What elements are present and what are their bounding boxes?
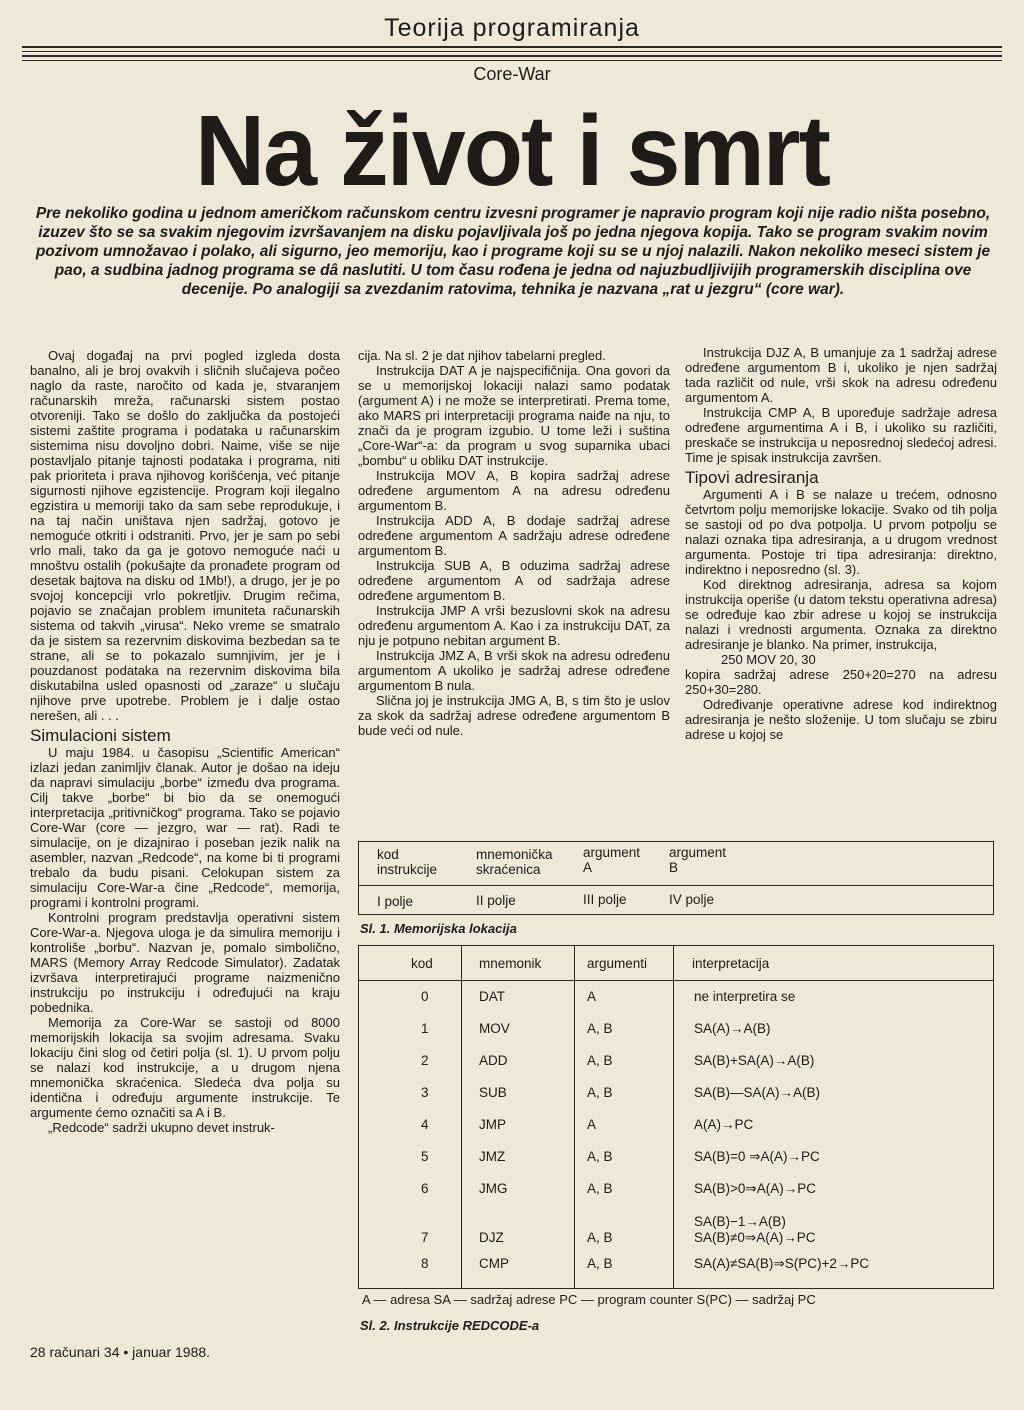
- paragraph: Memorija za Core-War se sastoji od 8000 memorijskih lokacija sa svojim adresama. Svaku lokaciju čini slog od četiri polja (sl. 1). U prvom polju se nalazi kod instrukcije, a u drugom njena mnemonička skraćenica. Sledeća dva polja su identična i određuju argumente instrukcije. Te argumente ćemo označiti sa A i B.: [30, 1015, 340, 1120]
- field-label: III polje: [583, 892, 627, 907]
- page-footer: 28 računari 34 • januar 1988.: [30, 1344, 211, 1360]
- mnemonic-cell: ADD: [479, 1053, 508, 1068]
- paragraph: Instrukcija CMP A, B upoređuje sadržaje adresa određene argumentima A i B, i ukoliko su različiti, preskače se instrukcija u neposrednoj sledećoj adresi. Time je spisak instrukcija završen.: [685, 405, 997, 465]
- table-divider: [461, 946, 462, 1288]
- interpretation-cell: SA(B)−1→A(B): [694, 1214, 786, 1229]
- field-header: [377, 847, 437, 877]
- memory-location-figure: [358, 841, 994, 915]
- mnemonic-cell: JMP: [479, 1117, 506, 1132]
- text-column-1: [30, 348, 340, 1135]
- interpretation-cell: SA(B)+SA(A)→A(B): [694, 1053, 815, 1068]
- paragraph: „Redcode“ sadrži ukupno devet instruk-: [48, 1120, 275, 1135]
- paragraph: Instrukcija MOV A, B kopira sadržaj adrese određene argumentom A na adresu određenu argumentom B.: [358, 468, 670, 513]
- interpretation-cell: A(A)→PC: [694, 1117, 754, 1132]
- mnemonic-cell: SUB: [479, 1085, 507, 1100]
- field-header-text: kod: [377, 847, 399, 862]
- interpretation-cell: SA(B)—SA(A)→A(B): [694, 1085, 821, 1100]
- argument-cell: A, B: [587, 1053, 613, 1068]
- field-label: II polje: [476, 893, 516, 908]
- paragraph: Ovaj događaj na prvi pogled izgleda dosta banalno, ali je broj ovakvih i sličnih slučajeva počeo naglo da raste, naročito od kada je, stvaranjem računarskih mreža, računarski sistem postao otvoreniji. Tako se došlo do zaključka da postojeći sistemi zaštite programa i podataka u računarskim sistemima nisu dovoljno dobri. Naime, više se nije postavljalo pitanje tajnosti podataka i programa, niti pak prioriteta i prava njihovog korišćenja, već pitanje sigurnosti njihove egzistencije. Program koji ilegalno egzistira u memoriji tako da sam sebe reprodukuje, i na taj način uništava njen sadržaj, gotovo je nemoguće otkriti i odstraniti. Prvo, jer je sam po sebi vrlo mali, tako da ga je gotovo nemoguće naći u mnoštvu ostalih (pokušajte da pronađete program od desetak bajtova na disku od 1Mb!), a drugo, jer je po svojoj koncepciji vrlo pokretljiv. Drugim rečima, pojavio se značajan problem imuniteta računarskih sistema od takvih „virusa“. Neko vreme se smatralo da je sistem sa rezervnim diskovima bezbedan sa te strane, ali se to pokazalo sumnjivim, jer je i pouzdanost podataka na rezervnim diskovima bila diskutabilna usled opasnosti od „zaraze“ u slučaju njihove prve upotrebe. Problem je i dalje ostao nerešen, ali . . .: [30, 348, 340, 723]
- field-header: [583, 845, 640, 875]
- code-example: 250 MOV 20, 30: [721, 652, 816, 667]
- section-heading: Teorija programiranja: [384, 14, 640, 42]
- field-header-text: instrukcije: [377, 862, 438, 877]
- kod-cell: 3: [421, 1085, 429, 1100]
- interpretation-cell: SA(B)≠0⇒A(A)→PC: [694, 1230, 816, 1245]
- subheading: Tipovi adresiranja: [685, 468, 819, 487]
- paragraph: Argumenti A i B se nalaze u trećem, odnosno četvrtom polju memorijske lokacije. Svako od tih polja se sastoji od po dva potpolja. U prvom potpolju se nalazi oznaka tipa adresiranja, a u drugom vrednost argumenta. Postoje tri tipa adresiranja: direktno, indirektno i neposredno (sl. 3).: [685, 487, 997, 577]
- mnemonic-cell: JMG: [479, 1181, 508, 1196]
- subheading: Simulacioni sistem: [30, 726, 171, 745]
- figure-divider: [359, 885, 993, 886]
- article-lead: Pre nekoliko godina u jednom američkom računskom centru izvesni programer je napravio program koji nije radio ništa posebno, izuzev što se sa svakim njegovim izvršavanjem na disku pojavljivala još po jedna njegova kopija. Tako se program svakim novim pozivom umnožavao i polako, ali sigurno, jeo memoriju, kao i programe koji su se u njoj nalazili. Nakon nekoliko meseci sistem je pao, a sudbina jadnog programa se dâ naslutiti. U tom času rođena je jedna od najuzbudljivijih programerskih disciplina ove decenije. Po analogiji sa zvezdanim ratovima, tehnika je nazvana „rat u jezgru“ (core war).: [35, 205, 991, 298]
- paragraph: cija. Na sl. 2 je dat njihov tabelarni pregled.: [358, 348, 606, 363]
- table-divider: [359, 980, 993, 981]
- mnemonic-cell: DAT: [479, 989, 505, 1004]
- field-header-text: skraćenica: [476, 862, 541, 877]
- kod-cell: 4: [421, 1117, 429, 1132]
- paragraph: Instrukcija DJZ A, B umanjuje za 1 sadržaj adrese određene argumentom B i, ukoliko je njen sadržaj tada različit od nule, vrši skok na adresu određenu argumentom A.: [685, 345, 997, 405]
- paragraph: Instrukcija DAT A je najspecifičnija. Ona govori da se u memorijskoj lokaciji nalazi samo podatak (argument A) i ne može se interpretirati. Prema tome, ako MARS pri interpretaciji programa naiđe na nju, to znači da je program izgubio. U tome leži i suština „Core-War“-a: da program u svog suparnika ubaci „bombu“ u obliku DAT instrukcije.: [358, 363, 670, 468]
- kod-cell: 2: [421, 1053, 429, 1068]
- argument-cell: A, B: [587, 1149, 613, 1164]
- mnemonic-cell: CMP: [479, 1256, 509, 1271]
- field-label: I polje: [377, 894, 414, 909]
- field-header-text: mnemonička: [476, 847, 553, 862]
- column-header: argumenti: [587, 956, 648, 971]
- argument-cell: A, B: [587, 1256, 613, 1271]
- argument-cell: A, B: [587, 1021, 613, 1036]
- kod-cell: 6: [421, 1181, 429, 1196]
- field-header: [669, 845, 726, 875]
- instructions-table: [358, 945, 994, 1289]
- paragraph: Instrukcija JMZ A, B vrši skok na adresu određenu argumentom A ukoliko je sadržaj adrese određene argumentom B nula.: [358, 648, 670, 693]
- paragraph: Instrukcija ADD A, B dodaje sadržaj adrese određene argumentom A sadržaju adrese određene argumentom B.: [358, 513, 670, 558]
- mnemonic-cell: DJZ: [479, 1230, 504, 1245]
- header-rule: [22, 55, 1002, 57]
- field-label: IV polje: [669, 892, 715, 907]
- paragraph: Instrukcija SUB A, B oduzima sadržaj adrese određene argumentom A od sadržaja adrese određene argumentom B.: [358, 558, 670, 603]
- header-rule: [22, 46, 1002, 48]
- table-legend: A — adresa SA — sadržaj adrese PC — program counter S(PC) — sadržaj PC: [362, 1292, 816, 1307]
- paragraph: Kod direktnog adresiranja, adresa sa kojom instrukcija operiše (u datom tekstu operativna adresa) se određuje kao zbir adrese u kojoj se instrukcija nalazi i vrednosti argumenta. Oznaka za direktno adresiranje je blanko. Na primer, instrukcija,: [685, 577, 997, 652]
- paragraph: Određivanje operativne adrese kod indirektnog adresiranja je nešto složenije. U tom slučaju se zbiru adrese u kojoj se: [685, 697, 997, 742]
- field-header-text: argument: [583, 845, 641, 860]
- subsection-heading: Core-War: [473, 64, 551, 84]
- text-column-2: [358, 348, 670, 738]
- figure-caption: Sl. 1. Memorijska lokacija: [360, 921, 517, 936]
- paragraph: U maju 1984. u časopisu „Scientific American“ izlazi jedan zanimljiv članak. Autor je došao na ideju da napravi simulaciju „borbe“ između dva programa. Cilj takve „borbe“ bi bio da se onemogući interpretacija „pritivničkog“ programa. Tako se pojavio Core-War (core — jezgro, war — rat). Radi te simulacije, on je dizajnirao i poseban jezik nalik na asembler, nazvan „Redcode“, na kome bi ti programi trebalo da budu pisani. Celokupan sistem za simulaciju Core-War-a čine „Redcode“, memorija, programi i kontrolni programi.: [30, 745, 340, 910]
- column-header: interpretacija: [692, 956, 770, 971]
- kod-cell: 5: [421, 1149, 429, 1164]
- argument-cell: A, B: [587, 1085, 613, 1100]
- paragraph: Kontrolni program predstavlja operativni sistem Core-War-a. Njegova uloga je da simulira memoriju i kontroliše „borbu“. Nazvan je, pomalo simbolično, MARS (Memory Array Redcode Simulator). Zadatak izvršava interpretirajući programe naizmenično instrukciju po instrukciju i određujući na kraju pobednika.: [30, 910, 340, 1015]
- paragraph: Instrukcija JMP A vrši bezuslovni skok na adresu određenu argumentom A. Kao i za instrukciju DAT, za nju je potpuno nebitan argument B.: [358, 603, 670, 648]
- interpretation-cell: SA(B)>0⇒A(A)→PC: [694, 1181, 816, 1196]
- kod-cell: 8: [421, 1256, 429, 1271]
- kod-cell: 7: [421, 1230, 429, 1245]
- kod-cell: 0: [421, 989, 429, 1004]
- column-header: kod: [411, 956, 433, 971]
- field-header: [476, 847, 553, 877]
- text-column-3: [685, 345, 997, 742]
- figure-caption: Sl. 2. Instrukcije REDCODE-a: [360, 1318, 540, 1333]
- paragraph: Slična joj je instrukcija JMG A, B, s tim što je uslov za skok da sadržaj adrese određene argumentom B bude veći od nule.: [358, 693, 670, 738]
- header-rule: [22, 51, 1002, 52]
- table-divider: [673, 946, 674, 1288]
- interpretation-cell: ne interpretira se: [694, 989, 796, 1004]
- column-header: mnemonik: [479, 956, 542, 971]
- argument-cell: A, B: [587, 1181, 613, 1196]
- article-title: Na život i smrt: [195, 95, 829, 207]
- argument-cell: A: [587, 989, 597, 1004]
- argument-cell: A: [587, 1117, 597, 1132]
- interpretation-cell: SA(A)→A(B): [694, 1021, 771, 1036]
- interpretation-cell: SA(B)=0 ⇒A(A)→PC: [694, 1149, 820, 1164]
- interpretation-cell: SA(A)≠SA(B)⇒S(PC)+2→PC: [694, 1256, 870, 1271]
- paragraph: kopira sadržaj adrese 250+20=270 na adresu 250+30=280.: [685, 667, 997, 697]
- kod-cell: 1: [421, 1021, 429, 1036]
- field-header-text: A: [583, 860, 593, 875]
- header-rule: [22, 60, 1002, 61]
- mnemonic-cell: JMZ: [479, 1149, 506, 1164]
- table-divider: [574, 946, 575, 1288]
- argument-cell: A, B: [587, 1230, 613, 1245]
- mnemonic-cell: MOV: [479, 1021, 510, 1036]
- field-header-text: argument: [669, 845, 727, 860]
- field-header-text: B: [669, 860, 679, 875]
